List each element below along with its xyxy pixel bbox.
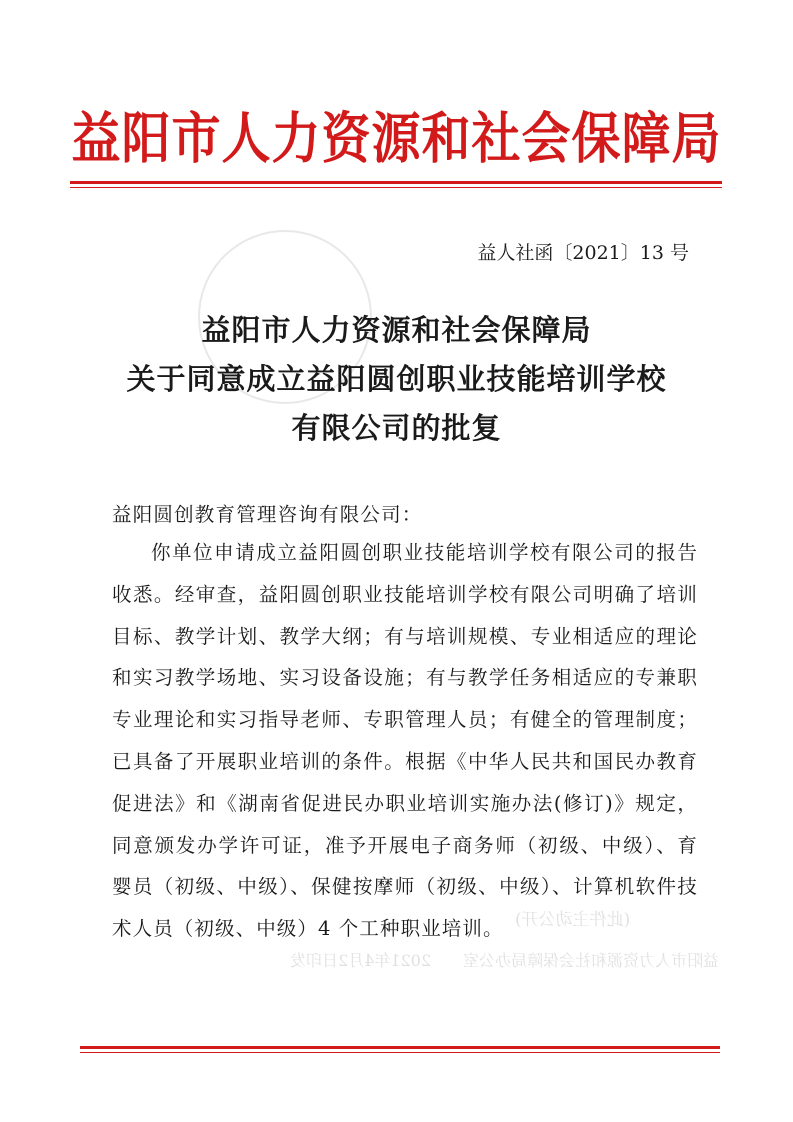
title-line-2: 关于同意成立益阳圆创职业技能培训学校 xyxy=(126,362,667,396)
agency-header: 益阳市人力资源和社会保障局 xyxy=(71,105,722,171)
title-line-1: 益阳市人力资源和社会保障局 xyxy=(201,313,592,347)
header-rule-thick xyxy=(70,181,722,184)
footer-rule-thin xyxy=(80,1052,720,1053)
header-rule-thin xyxy=(70,187,722,188)
recipient: 益阳圆创教育管理咨询有限公司： xyxy=(112,503,423,526)
footer-rule-thick xyxy=(80,1046,720,1049)
title-line-3: 有限公司的批复 xyxy=(291,411,502,445)
bleed-note-public: (此件主动公开) xyxy=(515,910,631,930)
document-title xyxy=(0,306,793,453)
body-paragraph: 你单位申请成立益阳圆创职业技能培训学校有限公司的报告收悉。经审查，益阳圆创职业技能培训学校有限公司明确了培训目标、教学计划、教学大纲；有与培训规模、专业相适应的理论和实习教学场地、实习设备设施；有与教学任务相适应的专兼职专业理论和实习指导老师、专职管理人员；有健全的管理制度；已具备了开展职业培训的条件。根据《中华人民共和国民办教育促进法》和《湖南省促进民办职业培训实施办法(修订)》规定，同意颁发办学许可证，准予开展电子商务师（初级、中级）、育婴员（初级、中级）、保健按摩师（初级、中级）、计算机软件技术人员（初级、中级）4 个工种职业培训。 xyxy=(112,541,698,941)
document-number: 益人社函〔2021〕13 号 xyxy=(477,242,689,264)
bleed-note-issued: 益阳市人力资源和社会保障局办公室 2021年4月2日印发 xyxy=(290,951,720,970)
